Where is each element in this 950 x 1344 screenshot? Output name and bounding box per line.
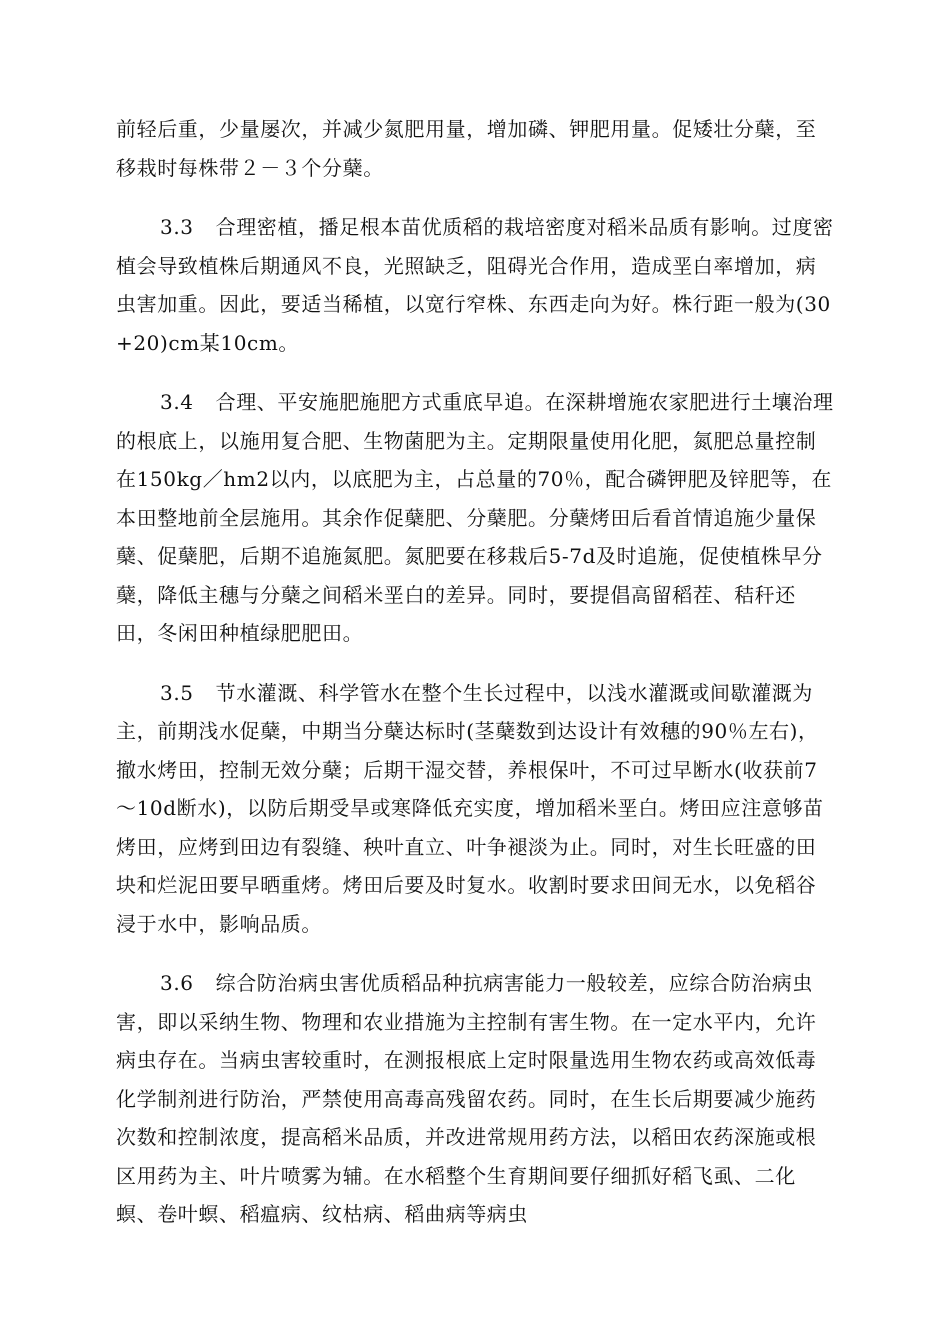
paragraph-text: 合理、平安施肥施肥方式重底早追。在深耕增施农家肥进行土壤治理的根底上，以施用复合肥、生物菌肥为主。定期限量使用化肥，氮肥总量控制在150kg／hm2以内，以底肥为主，占总量的70％，配合磷钾肥及锌肥等，在本田整地前全层施用。其余作促蘖肥、分蘖肥。分蘖烤田后看首情追施少量保蘖、促蘖肥，后期不追施氮肥。氮肥要在移栽后5-7d及时追施，促使植株早分蘖，降低主穗与分蘖之间稻米垩白的差异。同时，要提倡高留稻茬、秸秆还田，冬闲田种植绿肥肥田。 xyxy=(116,390,834,645)
document-body xyxy=(116,110,836,1255)
paragraph-text: 节水灌溉、科学管水在整个生长过程中，以浅水灌溉或间歇灌溉为主，前期浅水促蘖，中期当分蘖达标时(茎蘖数到达设计有效穗的90％左右)，撤水烤田，控制无效分蘖；后期干湿交替，养根保叶，不可过早断水(收获前7～10d断水)，以防后期受旱或寒降低充实度，增加稻米垩白。烤田应注意够苗烤田，应烤到田边有裂缝、秧叶直立、叶争褪淡为止。同时，对生长旺盛的田块和烂泥田要早晒重烤。烤田后要及时复水。收割时要求田间无水，以免稻谷浸于水中，影响品质。 xyxy=(116,680,824,936)
section-number: 3.6 xyxy=(160,971,194,995)
paragraph-3-5 xyxy=(116,674,836,944)
paragraph-continuation xyxy=(116,110,836,187)
paragraph-text: 合理密植，播足根本苗优质稻的栽培密度对稻米品质有影响。过度密植会导致植株后期通风不良，光照缺乏，阻碍光合作用，造成垩白率增加，病虫害加重。因此，要适当稀植，以宽行窄株、东西走向为好。株行距一般为(30+20)cm某10cm。 xyxy=(116,215,834,355)
paragraph-text: 综合防治病虫害优质稻品种抗病害能力一般较差，应综合防治病虫害，即以采纳生物、物理和农业措施为主控制有害生物。在一定水平内，允许病虫存在。当病虫害较重时，在测报根底上定时限量选用生物农药或高效低毒化学制剂进行防治，严禁使用高毒高残留农药。同时，在生长后期要减少施药次数和控制浓度，提高稻米品质，并改进常规用药方法，以稻田农药深施或根区用药为主、叶片喷雾为辅。在水稻整个生育期间要仔细抓好稻飞虱、二化螟、卷叶螟、稻瘟病、纹枯病、稻曲病等病虫 xyxy=(116,971,817,1226)
section-number: 3.5 xyxy=(160,680,194,705)
paragraph-3-3 xyxy=(116,208,836,362)
paragraph-text: 前轻后重，少量屡次，并减少氮肥用量，增加磷、钾肥用量。促矮壮分蘖，至移栽时每株带２－３个分蘖。 xyxy=(116,117,817,180)
paragraph-3-4 xyxy=(116,383,836,653)
paragraph-3-6 xyxy=(116,964,836,1234)
section-number: 3.3 xyxy=(160,215,194,239)
section-number: 3.4 xyxy=(160,390,194,414)
